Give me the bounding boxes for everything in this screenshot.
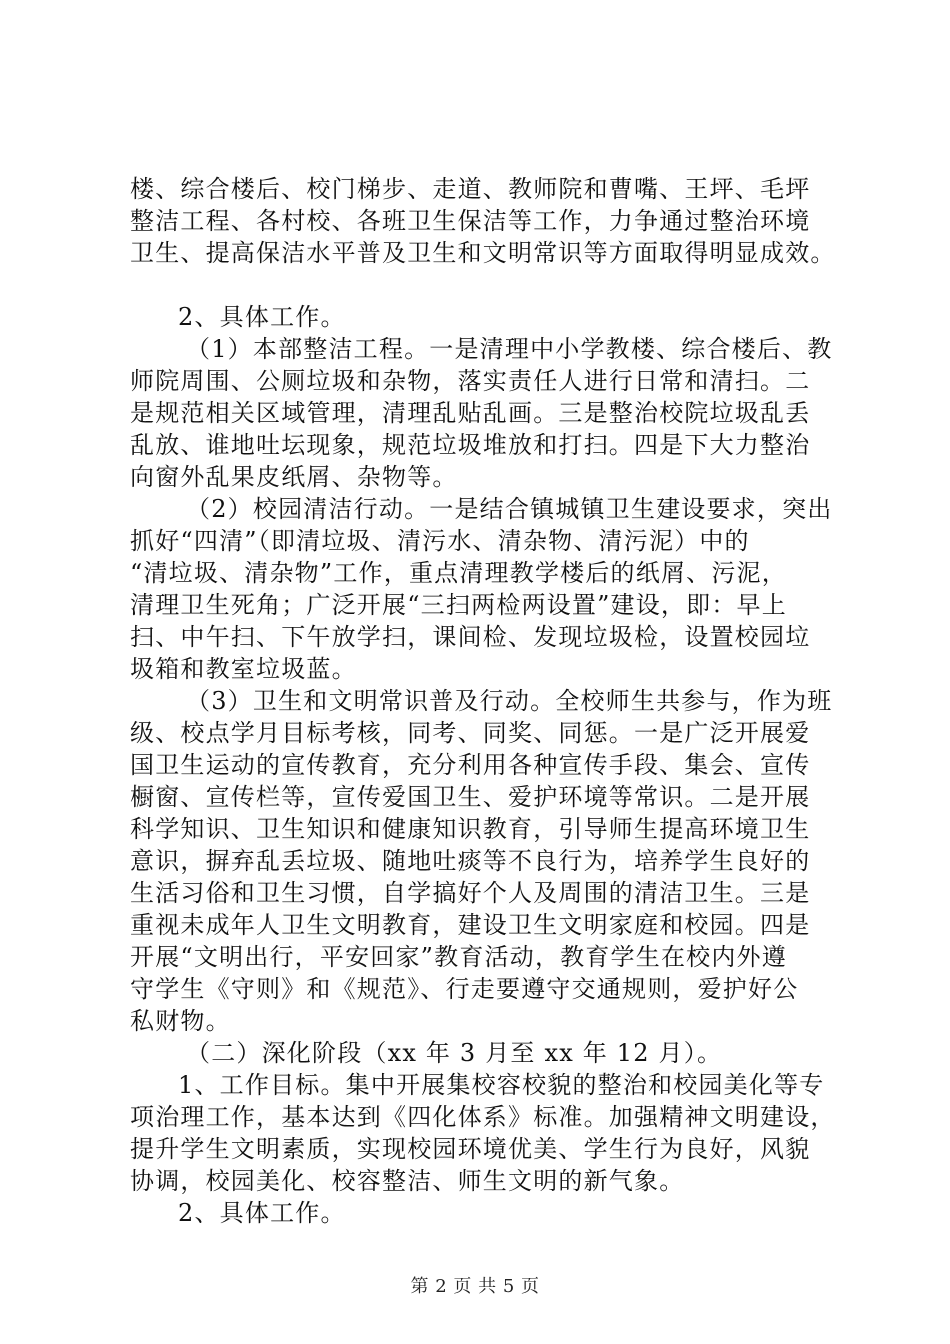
text-line: （3）卫生和文明常识普及行动。全校师生共参与，作为班	[186, 687, 833, 715]
text-line: （1）本部整洁工程。一是清理中小学教楼、综合楼后、教	[186, 335, 833, 363]
text-line: 项治理工作，基本达到《四化体系》标准。加强精神文明建设，	[130, 1103, 836, 1131]
text-line: 科学知识、卫生知识和健康知识教育，引导师生提高环境卫生	[130, 815, 811, 843]
text-line: 私财物。	[130, 1007, 231, 1035]
text-line: “清垃圾、清杂物”工作，重点清理教学楼后的纸屑、污泥，	[130, 559, 787, 587]
blank-line	[130, 269, 830, 301]
text-line: 2、具体工作。	[178, 1199, 346, 1227]
text-line: 生活习俗和卫生习惯，自学搞好个人及周围的清洁卫生。三是	[130, 879, 811, 907]
text-line: 卫生、提高保洁水平普及卫生和文明常识等方面取得明显成效。	[130, 239, 836, 267]
text-line: 扫、中午扫、下午放学扫，课间检、发现垃圾检，设置校园垃	[130, 623, 811, 651]
text-line: 抓好“四清”（即清垃圾、清污水、清杂物、清污泥）中的	[130, 527, 750, 555]
text-line: 1、工作目标。集中开展集校容校貌的整治和校园美化等专	[178, 1071, 825, 1099]
text-line: 清理卫生死角；广泛开展“三扫两检两设置”建设，即：早上	[130, 591, 787, 619]
text-line: 协调，校园美化、校容整洁、师生文明的新气象。	[130, 1167, 685, 1195]
text-line: （二）深化阶段（xx 年 3 月至 xx 年 12 月）。	[186, 1039, 723, 1067]
text-line: 乱放、谁地吐坛现象，规范垃圾堆放和打扫。四是下大力整治	[130, 431, 811, 459]
text-line: （2）校园清洁行动。一是结合镇城镇卫生建设要求，突出	[186, 495, 833, 523]
text-line: 开展“文明出行，平安回家”教育活动，教育学生在校内外遵	[130, 943, 787, 971]
text-line: 守学生《守则》和《规范》、行走要遵守交通规则，爱护好公	[130, 975, 799, 1003]
text-line: 重视未成年人卫生文明教育，建设卫生文明家庭和校园。四是	[130, 911, 811, 939]
text-line: 向窗外乱果皮纸屑、杂物等。	[130, 463, 458, 491]
text-line: 级、校点学月目标考核，同考、同奖、同惩。一是广泛开展爱	[130, 719, 811, 747]
text-line: 意识，摒弃乱丢垃圾、随地吐痰等不良行为，培养学生良好的	[130, 847, 811, 875]
text-line: 提升学生文明素质，实现校园环境优美、学生行为良好，风貌	[130, 1135, 811, 1163]
text-line: 师院周围、公厕垃圾和杂物，落实责任人进行日常和清扫。二	[130, 367, 811, 395]
text-line: 是规范相关区域管理，清理乱贴乱画。三是整治校院垃圾乱丢	[130, 399, 811, 427]
text-line: 楼、综合楼后、校门梯步、走道、教师院和曹嘴、王坪、毛坪	[130, 175, 811, 203]
text-line: 圾箱和教室垃圾蓝。	[130, 655, 357, 683]
text-line: 国卫生运动的宣传教育，充分利用各种宣传手段、集会、宣传	[130, 751, 811, 779]
text-line: 整洁工程、各村校、各班卫生保洁等工作，力争通过整治环境	[130, 207, 811, 235]
text-line: 2、具体工作。	[178, 303, 346, 331]
document-body	[130, 173, 836, 1229]
text-line: 橱窗、宣传栏等，宣传爱国卫生、爱护环境等常识。二是开展	[130, 783, 811, 811]
page-footer: 第 2 页 共 5 页	[410, 1276, 540, 1297]
